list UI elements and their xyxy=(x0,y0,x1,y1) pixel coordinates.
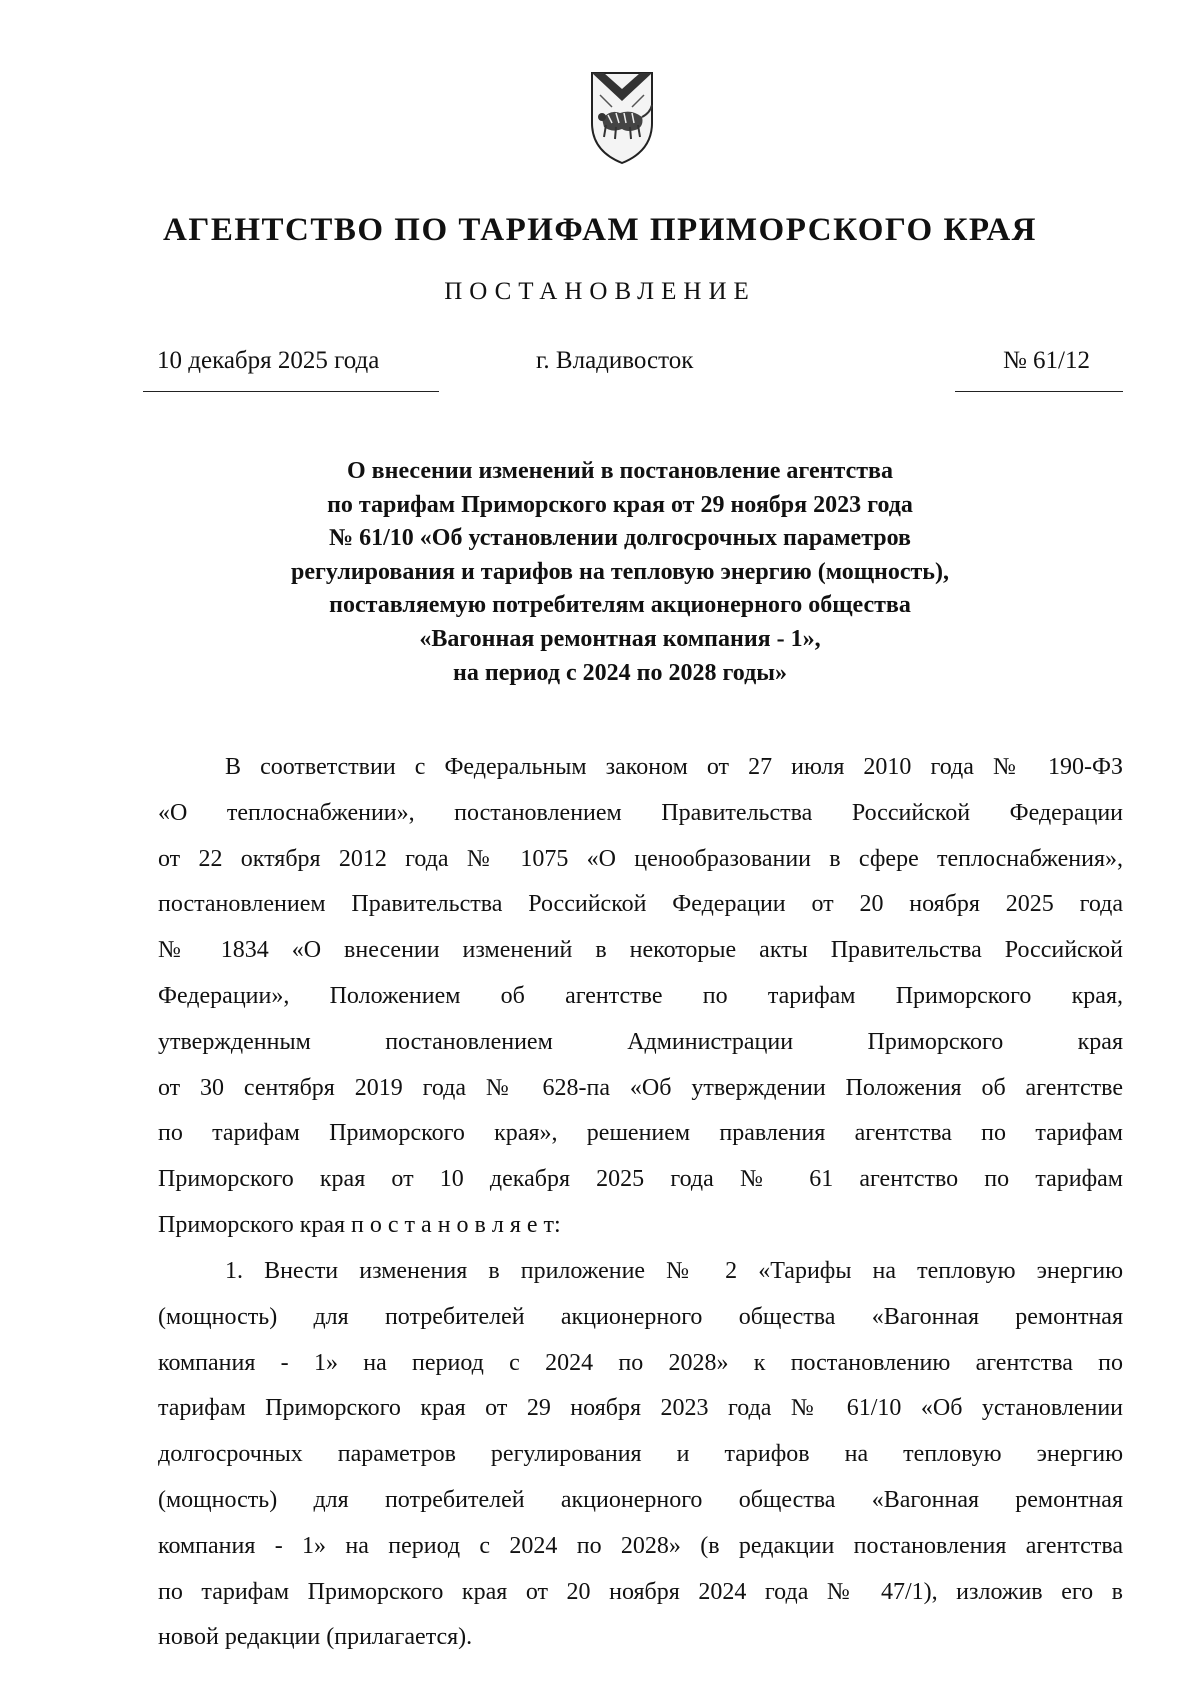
title-line: поставляемую потребителям акционерного общества xyxy=(329,592,911,619)
number-underline xyxy=(955,391,1123,392)
body-line: от 22 октября 2012 года № 1075 «О ценообразовании в сфере теплоснабжения», xyxy=(158,845,1123,872)
title-line: регулирования и тарифов на тепловую энергию (мощность), xyxy=(291,558,949,585)
title-line: О внесении изменений в постановление агентства xyxy=(347,458,893,484)
body-line: Приморского края п о с т а н о в л я е т: xyxy=(158,1211,561,1238)
document-date: 10 декабря 2025 года xyxy=(157,347,380,374)
body-line: компания - 1» на период с 2024 по 2028» к постановлению агентства по xyxy=(158,1349,1123,1376)
date-underline xyxy=(143,391,439,392)
document-number: № 61/12 xyxy=(1002,347,1090,374)
body-line: по тарифам Приморского края от 20 ноября 2024 года № 47/1), изложив его в xyxy=(158,1578,1123,1605)
title-line: на период с 2024 по 2028 годы» xyxy=(453,659,787,686)
body-line: Приморского края от 10 декабря 2025 года № 61 агентство по тарифам xyxy=(158,1166,1123,1193)
body-line: утвержденным постановлением Администрации Приморского края xyxy=(158,1028,1123,1055)
title-line: по тарифам Приморского края от 29 ноября 2023 года xyxy=(327,491,913,518)
body-line: (мощность) для потребителей акционерного общества «Вагонная ремонтная xyxy=(158,1303,1123,1330)
body-line: от 30 сентября 2019 года № 628-па «Об утверждении Положения об агентстве xyxy=(158,1074,1123,1101)
title-line: «Вагонная ремонтная компания - 1», xyxy=(419,625,821,652)
document-type: ПОСТАНОВЛЕНИЕ xyxy=(444,278,756,305)
document-title xyxy=(200,455,1040,690)
body-line: долгосрочных параметров регулирования и тарифов на тепловую энергию xyxy=(158,1441,1123,1468)
body-line: компания - 1» на период с 2024 по 2028» (в редакции постановления агентства xyxy=(158,1532,1123,1559)
body-line: по тарифам Приморского края», решением правления агентства по тарифам xyxy=(158,1120,1123,1147)
preamble-paragraph xyxy=(158,745,1123,1249)
body-line: новой редакции (прилагается). xyxy=(158,1624,473,1651)
body-line: «О теплоснабжении», постановлением Правительства Российской Федерации xyxy=(158,799,1123,826)
body-line: 1. Внести изменения в приложение № 2 «Тарифы на тепловую энергию xyxy=(225,1258,1123,1284)
document-city: г. Владивосток xyxy=(536,347,694,374)
title-line: № 61/10 «Об установлении долгосрочных параметров xyxy=(329,525,911,552)
agency-name: АГЕНТСТВО ПО ТАРИФАМ ПРИМОРСКОГО КРАЯ xyxy=(163,212,1037,248)
coat-of-arms-icon xyxy=(582,55,662,175)
body-line: (мощность) для потребителей акционерного общества «Вагонная ремонтная xyxy=(158,1486,1123,1513)
body-line: Федерации», Положением об агентстве по тарифам Приморского края, xyxy=(158,982,1123,1009)
body-line: постановлением Правительства Российской Федерации от 20 ноября 2025 года xyxy=(158,891,1123,918)
body-line: В соответствии с Федеральным законом от 27 июля 2010 года № 190-ФЗ xyxy=(225,754,1123,780)
body-line: № 1834 «О внесении изменений в некоторые акты Правительства Российской xyxy=(158,937,1123,964)
item-1-paragraph xyxy=(158,1249,1123,1661)
body-line: тарифам Приморского края от 29 ноября 2023 года № 61/10 «Об установлении xyxy=(158,1395,1123,1422)
